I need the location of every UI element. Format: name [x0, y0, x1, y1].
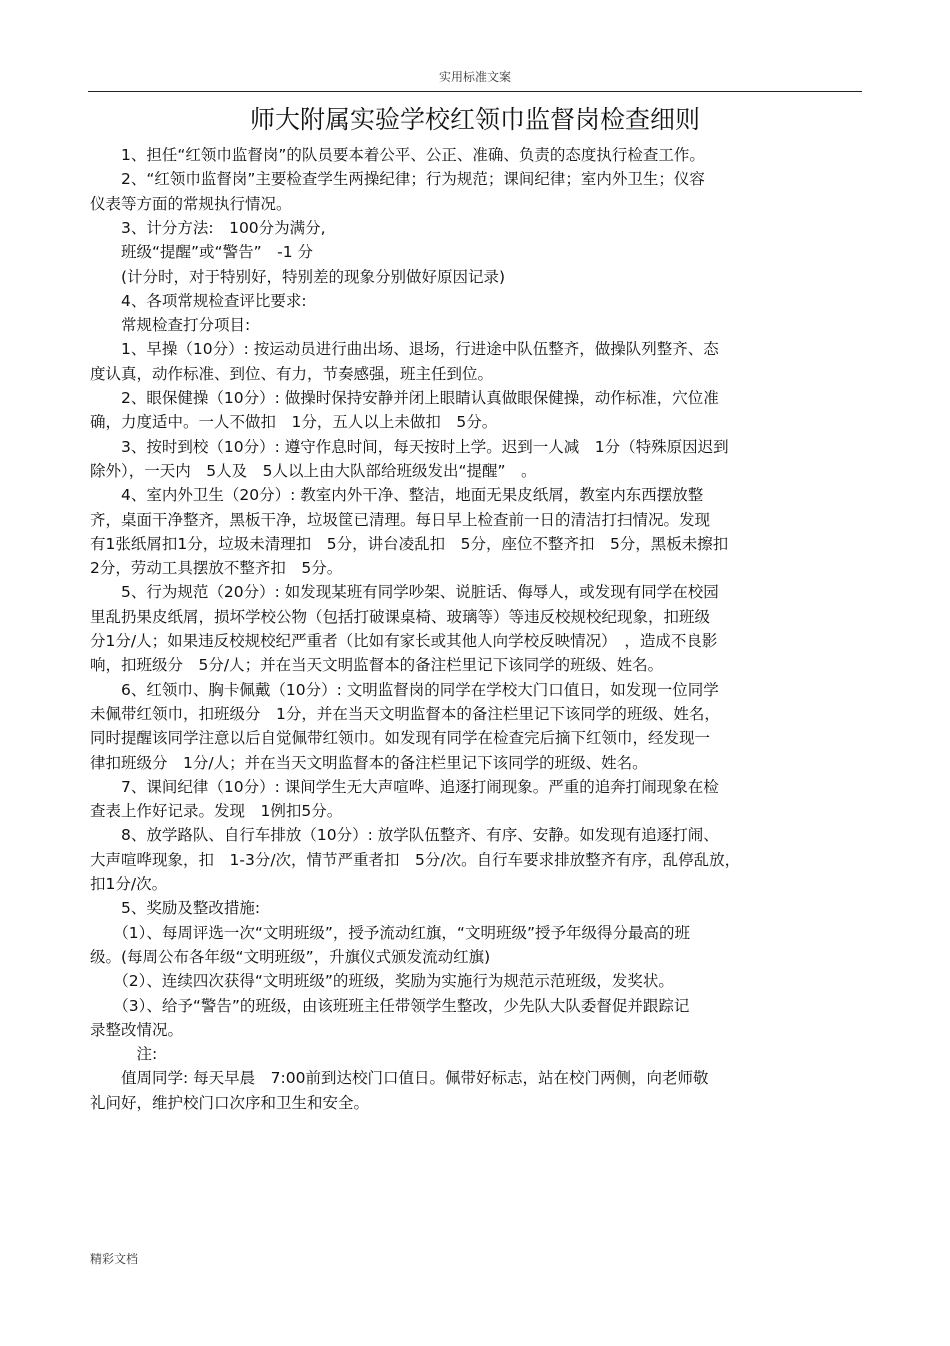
body-line: 8、放学路队、自行车排放（10分）: 放学队伍整齐、有序、安静。如发现有追逐打闹、 [90, 826, 719, 845]
body-line: 律扣班级分 1分/人；并在当天文明监督本的备注栏里记下该同学的班级、姓名。 [90, 753, 648, 772]
body-line: （1）、每周评选一次“文明班级”，授予流动红旗，“文明班级”授予年级得分最高的班 [90, 923, 690, 942]
body-line: 扣1分/次。 [90, 875, 168, 893]
body-line: 6、红领巾、胸卡佩戴（10分）: 文明监督岗的同学在学校大门口值日，如发现一位同学 [90, 680, 719, 699]
body-line: 响，扣班级分 5分/人；并在当天文明监督本的备注栏里记下该同学的班级、姓名。 [90, 656, 664, 675]
body-line: 里乱扔果皮纸屑，损坏学校公物（包括打破课桌椅、玻璃等）等违反校规校纪现象，扣班级 [90, 607, 711, 626]
page-footer: 精彩文档 [90, 1252, 139, 1266]
body-line: （2）、连续四次获得“文明班级”的班级，奖励为实施行为规范示范班级，发奖状。 [90, 972, 674, 991]
body-line: 2分，劳动工具摆放不整齐扣 5分。 [90, 559, 343, 578]
body-line: 2、“红领巾监督岗”主要检查学生两操纪律；行为规范；课间纪律；室内外卫生；仪容 [90, 170, 705, 189]
body-line: 同时提醒该同学注意以后自觉佩带红领巾。如发现有同学在检查完后摘下红领巾，经发现一 [90, 729, 711, 748]
page-header: 实用标准文案 [438, 70, 511, 84]
document-title: 师大附属实验学校红领巾监督岗检查细则 [249, 105, 700, 134]
body-line: (计分时，对于特别好，特别差的现象分别做好原因记录) [90, 267, 506, 286]
body-line: 级。(每周公布各年级“文明班级”，升旗仪式颁发流动红旗) [90, 947, 491, 966]
body-line: 未佩带红领巾，扣班级分 1分，并在当天文明监督本的备注栏里记下该同学的班级、姓名， [90, 704, 720, 723]
body-line: 2、眼保健操（10分）: 做操时保持安静并闭上眼睛认真做眼保健操，动作标准，穴位准 [90, 389, 719, 407]
body-line: 大声喧哗现象，扣 1-3分/次，情节严重者扣 5分/次。自行车要求排放整齐有序，乱停乱放， [90, 850, 741, 869]
body-line: 1、早操（10分）: 按运动员进行曲出场、退场，行进途中队伍整齐，做操队列整齐、态 [90, 340, 719, 359]
body-line: 查表上作好记录。发现 1例扣5分。 [90, 802, 343, 821]
body-line: 确，力度适中。一人不做扣 1分，五人以上未做扣 5分。 [90, 413, 498, 432]
body-line: 分1分/人；如果违反校规校纪严重者（比如有家长或其他人向学校反映情况） ，造成不良影 [90, 632, 718, 650]
body-line: 除外），一天内 5人及 5人以上由大队部给班级发出“提醒” 。 [90, 461, 537, 480]
body-line: 齐，桌面干净整齐，黑板干净，垃圾筐已清理。每日早上检查前一日的清洁打扫情况。发现 [90, 510, 711, 529]
body-line: 5、奖励及整改措施: [90, 899, 261, 918]
body-line: 值周同学: 每天早晨 7:00前到达校门口值日。佩带好标志，站在校门两侧，向老师敬 [90, 1069, 709, 1088]
body-line: 7、课间纪律（10分）: 课间学生无大声喧哗、追逐打闹现象。严重的追奔打闹现象在检 [90, 777, 719, 796]
body-line: 度认真，动作标准、到位、有力，节奏感强，班主任到位。 [90, 364, 494, 383]
body-line: （3）、给予“警告”的班级，由该班班主任带领学生整改，少先队大队委督促并跟踪记 [90, 996, 690, 1015]
body-line: 常规检查打分项目: [90, 316, 251, 335]
body-line: 4、各项常规检查评比要求: [90, 291, 307, 310]
body-line: 3、计分方法: 100分为满分, [90, 218, 326, 237]
body-line: 班级“提醒”或“警告” -1 分 [90, 243, 314, 262]
body-line: 录整改情况。 [90, 1020, 184, 1039]
body-line: 1、担任“红领巾监督岗”的队员要本着公平、公正、准确、负责的态度执行检查工作。 [90, 146, 705, 164]
body-line: 礼问好，维护校门口次序和卫生和安全。 [90, 1093, 370, 1112]
body-line: 4、室内外卫生（20分）: 教室内外干净、整洁，地面无果皮纸屑，教室内东西摆放整 [90, 486, 704, 505]
body-line: 3、按时到校（10分）: 遵守作息时间，每天按时上学。迟到一人减 1分（特殊原因迟到 [90, 437, 729, 456]
header-divider [88, 91, 862, 92]
body-line: 注: [90, 1045, 158, 1064]
body-line: 5、行为规范（20分）: 如发现某班有同学吵架、说脏话、侮辱人，或发现有同学在校园 [90, 583, 719, 602]
body-line: 有1张纸屑扣1分，垃圾未清理扣 5分，讲台凌乱扣 5分，座位不整齐扣 5分，黑板未擦扣 [90, 534, 729, 553]
body-line: 仪表等方面的常规执行情况。 [90, 194, 292, 213]
